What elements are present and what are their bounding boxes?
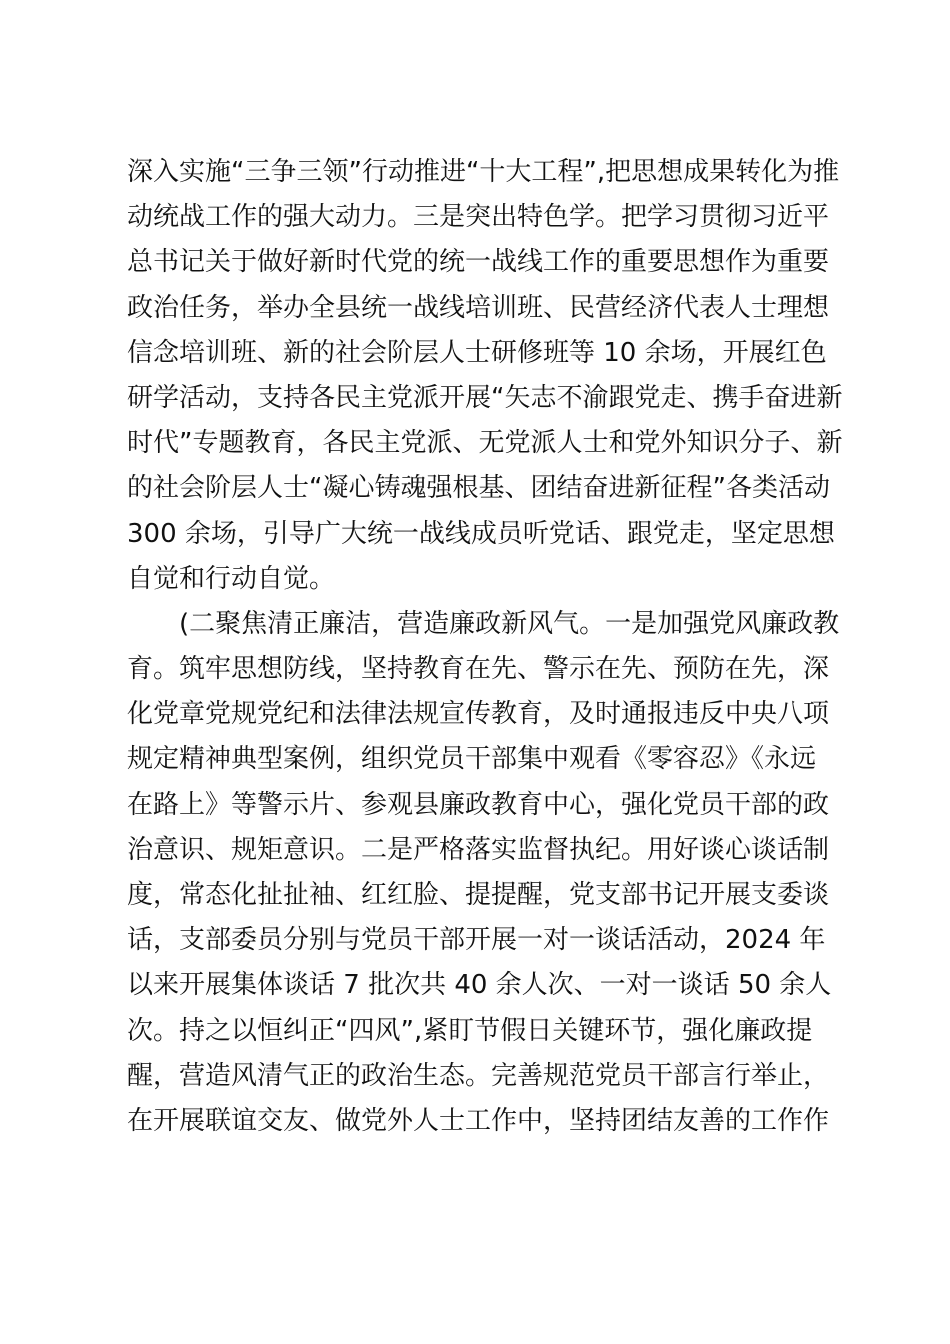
text-line: 信念培训班、新的社会阶层人士研修班等 10 余场，开展红色: [127, 337, 827, 368]
text-line: 醒，营造风清气正的政治生态。完善规范党员干部言行举止，: [127, 1060, 830, 1091]
text-line: 次。持之以恒纠正“四风”,紧盯节假日关键环节，强化廉政提: [127, 1015, 813, 1046]
text-line: 以来开展集体谈话 7 批次共 40 余人次、一对一谈话 50 余人: [127, 970, 832, 1001]
text-line: 300 余场，引导广大统一战线成员听党话、跟党走，坚定思想: [127, 518, 835, 549]
text-line: 总书记关于做好新时代党的统一战线工作的重要思想作为重要: [127, 247, 830, 278]
text-line: 动统战工作的强大动力。三是突出特色学。把学习贯彻习近平: [127, 202, 830, 233]
text-line: 的社会阶层人士“凝心铸魂强根基、团结奋进新征程”各类活动: [127, 473, 830, 504]
section-heading-line: (二聚焦清正廉洁，营造廉政新风气。一是加强党风廉政教: [127, 608, 840, 639]
text-line: 自觉和行动自觉。: [127, 563, 336, 594]
text-line: 研学活动，支持各民主党派开展“矢志不渝跟党走、携手奋进新: [127, 382, 843, 413]
text-line: 在路上》等警示片、参观县廉政教育中心，强化党员干部的政: [127, 789, 830, 820]
text-line: 在开展联谊交友、做党外人士工作中，坚持团结友善的工作作: [127, 1105, 830, 1136]
text-line: 度，常态化扯扯袖、红红脸、提提醒，党支部书记开展支委谈: [127, 880, 830, 910]
body-text: [127, 150, 843, 1144]
text-line: 化党章党规党纪和法律法规宣传教育，及时通报违反中央八项: [127, 699, 830, 730]
text-line: 话，支部委员分别与党员干部开展一对一谈话活动，2024 年: [127, 925, 826, 956]
text-line: 时代”专题教育，各民主党派、无党派人士和党外知识分子、新: [127, 428, 843, 459]
text-line: 深入实施“三争三领”行动推进“十大工程”,把思想成果转化为推: [127, 157, 840, 187]
text-line: 规定精神典型案例，组织党员干部集中观看《零容忍》《永远: [127, 744, 817, 775]
text-line: 治意识、规矩意识。二是严格落实监督执纪。用好谈心谈话制: [127, 834, 830, 865]
text-line: 政治任务，举办全县统一战线培训班、民营经济代表人士理想: [127, 292, 830, 323]
text-line: 育。筑牢思想防线，坚持教育在先、警示在先、预防在先，深: [127, 654, 830, 685]
